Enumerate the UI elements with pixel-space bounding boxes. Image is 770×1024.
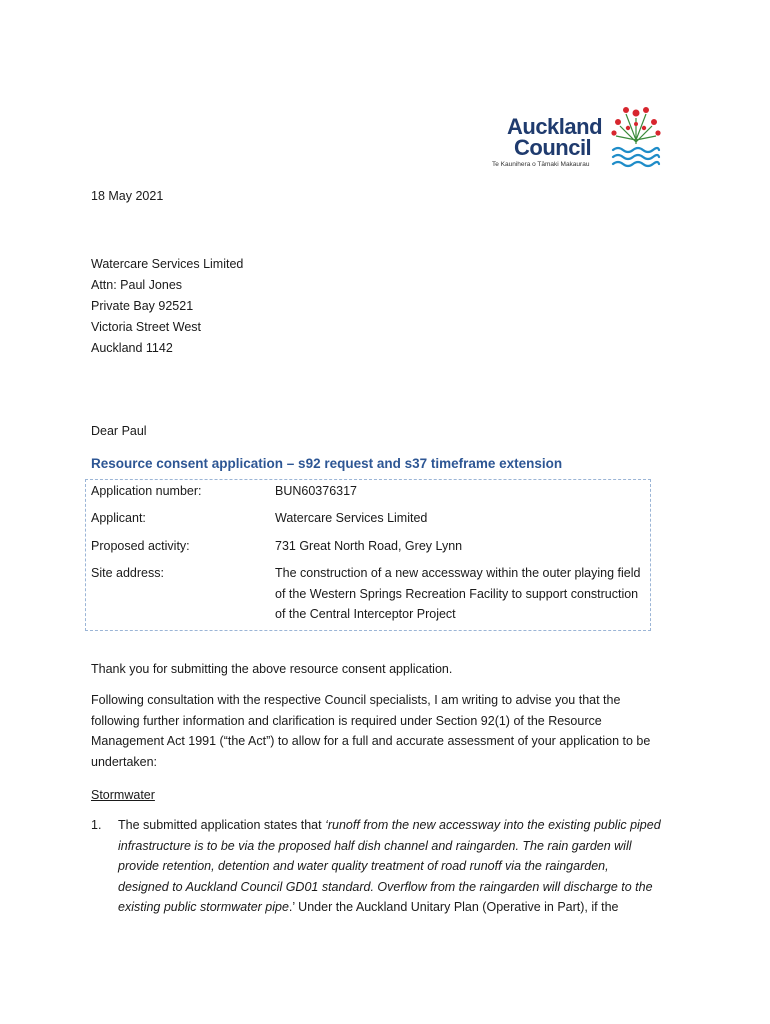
item-quote-line: provide retention, detention and water quality treatment of road runoff via the raingarden, bbox=[118, 859, 609, 873]
list-item-1 bbox=[118, 815, 698, 918]
item-tail-text: .’ Under the Auckland Unitary Plan (Operative in Part), if the bbox=[288, 900, 619, 914]
table-value: BUN60376317 bbox=[275, 484, 358, 498]
address-line: Victoria Street West bbox=[91, 320, 201, 334]
address-line: Watercare Services Limited bbox=[91, 257, 244, 271]
address-line: Private Bay 92521 bbox=[91, 299, 194, 313]
letter-heading: Resource consent application – s92 request and s37 timeframe extension bbox=[91, 456, 563, 471]
address-line: Attn: Paul Jones bbox=[91, 278, 183, 292]
item-quote-line: infrastructure is to be via the proposed half dish channel and raingarden. The rain garden will bbox=[118, 838, 632, 853]
list-item-number: 1. bbox=[91, 818, 102, 832]
item-quote-line: ‘runoff from the new accessway into the existing public piped bbox=[325, 818, 661, 832]
table-value: 731 Great North Road, Grey Lynn bbox=[275, 539, 463, 553]
table-label: Proposed activity: bbox=[91, 539, 190, 553]
table-label: Applicant: bbox=[91, 511, 146, 525]
intro-line: undertaken: bbox=[91, 754, 158, 769]
letter-date: 18 May 2021 bbox=[91, 189, 164, 203]
section-title-stormwater: Stormwater bbox=[91, 788, 155, 802]
table-value: of the Central Interceptor Project bbox=[275, 607, 456, 621]
table-value: Watercare Services Limited bbox=[275, 511, 428, 525]
pohutukawa-flower-icon bbox=[610, 104, 662, 170]
thanks-paragraph: Thank you for submitting the above resource consent application. bbox=[91, 662, 453, 676]
table-value: of the Western Springs Recreation Facility to support construction bbox=[275, 587, 639, 601]
logo-tagline: Te Kaunihera o Tāmaki Makaurau bbox=[492, 161, 590, 168]
intro-paragraph bbox=[91, 690, 691, 772]
item-lead-text: The submitted application states that bbox=[118, 818, 326, 832]
address-line: Auckland 1142 bbox=[91, 341, 173, 355]
item-quote-line: designed to Auckland Council GD01 standard. Overflow from the raingarden will discharge to the bbox=[118, 879, 653, 894]
intro-line: following further information and clarification is required under Section 92(1) of the Resource bbox=[91, 713, 602, 728]
item-quote-line: existing public stormwater pipe bbox=[118, 900, 289, 914]
table-label: Application number: bbox=[91, 484, 202, 498]
table-label: Site address: bbox=[91, 566, 164, 580]
auckland-council-logo bbox=[492, 104, 664, 170]
intro-line: Management Act 1991 (“the Act”) to allow for a full and accurate assessment of your application to be bbox=[91, 734, 651, 748]
logo-word-council: Council bbox=[514, 135, 592, 160]
logo-word-auckland: Auckland bbox=[507, 114, 603, 139]
table-value: The construction of a new accessway within the outer playing field bbox=[275, 566, 641, 580]
intro-line: Following consultation with the respective Council specialists, I am writing to advise you that the bbox=[91, 693, 621, 707]
salutation: Dear Paul bbox=[91, 424, 147, 438]
